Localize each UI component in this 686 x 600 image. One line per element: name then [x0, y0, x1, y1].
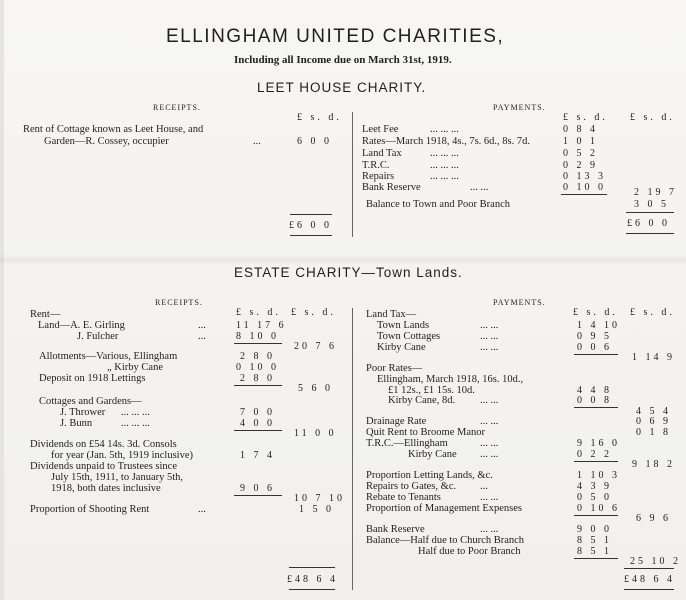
- bank-reserve-amount: 9 0 0: [577, 524, 612, 535]
- balance-poor-amount: 8 5 1: [577, 546, 612, 557]
- leet-receipt-line2: Garden—R. Cossey, occupier: [44, 136, 169, 147]
- cottages-bunn: J. Bunn: [60, 418, 93, 429]
- land-tax-town-lands-dots: ... ...: [480, 320, 499, 331]
- land-tax-heading: Land Tax—: [366, 309, 417, 320]
- cottages-subtotal: 11 0 0: [294, 428, 337, 439]
- rent-girling-dots: ...: [198, 320, 206, 331]
- dividends2-amount: 9 0 6: [240, 483, 275, 494]
- rebate-tenants-dots: ... ...: [480, 492, 499, 503]
- leet-payment-label: Leet Fee: [362, 124, 399, 135]
- allotments-line2-amount: 0 10 0: [236, 362, 279, 373]
- drainage-rate-dots: ... ...: [480, 416, 499, 427]
- trc-subtotal: 9 18 2: [632, 459, 675, 470]
- document-subtitle: Including all Income due on March 31st, 1919.: [234, 54, 452, 66]
- rebate-tenants: Rebate to Tenants: [366, 492, 441, 503]
- leet-payment-amount: 0 2 9: [563, 160, 598, 171]
- land-tax-kirby-cane: Kirby Cane: [377, 342, 426, 353]
- leet-payments-lsd: £ s. d.: [563, 112, 608, 123]
- trc-kirby-dots: ... ...: [480, 449, 499, 460]
- management-expenses: Proportion of Management Expenses: [366, 503, 523, 514]
- land-tax-town-cottages-amount: 0 9 5: [577, 331, 612, 342]
- misc-subtotal: 6 9 6: [636, 513, 671, 524]
- poor-rates-rule: [574, 407, 618, 408]
- leet-receipts-total-rule: [290, 214, 332, 215]
- leet-payment-dots: ... ... ...: [430, 124, 459, 135]
- leet-payment-amount: 0 10 0: [563, 182, 606, 193]
- document-title: ELLINGHAM UNITED CHARITIES,: [166, 26, 505, 47]
- repairs-gates-dots: ...: [480, 481, 488, 492]
- dividends1-line1: Dividends on £54 14s. 3d. Consols: [30, 439, 177, 450]
- rent-fulcher-dots: ...: [198, 331, 206, 342]
- cottages-bunn-amount: 4 0 0: [240, 418, 275, 429]
- balance-rule: [574, 558, 618, 559]
- leet-payment-amount: 0 5 2: [563, 148, 598, 159]
- estate-payments-total-rule: [624, 568, 674, 569]
- leet-payment-dots: ... ... ...: [430, 148, 459, 159]
- leet-receipts-lsd: £ s. d.: [297, 112, 342, 123]
- shooting-rent-dots: ...: [198, 504, 206, 515]
- rent-fulcher: J. Fulcher: [77, 331, 119, 342]
- allotments-subtotal: 5 6 0: [298, 383, 333, 394]
- estate-payments-total: £48 6 4: [624, 574, 675, 585]
- dividends-rule: [234, 495, 282, 496]
- leet-payment-amount: 0 13 3: [563, 171, 606, 182]
- leet-payment-dots: ... ...: [470, 182, 489, 193]
- leet-column-divider: [352, 112, 353, 237]
- leet-balance-amount: 3 0 5: [634, 199, 669, 210]
- leet-payments-total-rule: [626, 212, 674, 213]
- trc-ellingham-dots: ... ...: [480, 438, 499, 449]
- leet-payment-label: Bank Reserve: [362, 182, 421, 193]
- rent-subtotal: 20 7 6: [294, 341, 337, 352]
- rent-heading: Rent—: [30, 309, 61, 320]
- poor-rates-kirby: Kirby Cane, 8d.: [388, 395, 456, 406]
- rent-girling-amount: 11 17 6: [236, 320, 287, 331]
- poor-rates-kirby-dots: ... ...: [480, 395, 499, 406]
- shooting-rent-amount: 1 5 0: [299, 504, 334, 515]
- estate-payments-label: PAYMENTS.: [493, 298, 546, 307]
- page-fold: [0, 255, 686, 265]
- trc-rule: [574, 461, 618, 462]
- land-tax-kirby-cane-dots: ... ...: [480, 342, 499, 353]
- leet-payment-amount: 1 0 1: [563, 136, 598, 147]
- poor-rates-subtotal: 4 5 4: [636, 406, 671, 417]
- leet-receipt-amount: 6 0 0: [297, 136, 332, 147]
- rent-fulcher-amount: 8 10 0: [236, 331, 279, 342]
- cottages-rule: [234, 430, 282, 431]
- cottages-heading: Cottages and Gardens—: [39, 396, 142, 407]
- allotments-line1: Allotments—Various, Ellingham: [39, 351, 178, 362]
- dividends1-amount: 1 7 4: [240, 450, 275, 461]
- land-tax-town-cottages-dots: ... ...: [480, 331, 499, 342]
- dividends-subtotal: 10 7 10: [294, 493, 345, 504]
- poor-rates-line2: £1 12s., £1 15s. 10d.: [388, 385, 475, 396]
- land-tax-kirby-cane-amount: 0 0 6: [577, 342, 612, 353]
- quit-rent: Quit Rent to Broome Manor: [366, 427, 485, 438]
- quit-rent-amount: 0 1 8: [636, 427, 671, 438]
- dividends2-line3: 1918, both dates inclusive: [51, 483, 161, 494]
- leet-section-title: LEET HOUSE CHARITY.: [257, 80, 427, 95]
- estate-receipts-total: £48 6 4: [287, 574, 338, 585]
- estate-column-divider: [352, 308, 353, 590]
- cottages-thrower: J. Thrower: [60, 407, 106, 418]
- cottages-thrower-amount: 7 0 0: [240, 407, 275, 418]
- cottages-bunn-dots: ... ... ...: [121, 418, 150, 429]
- poor-rates-line1: Ellingham, March 1918, 16s. 10d.,: [377, 374, 524, 385]
- leet-payments-lsd-2: £ s. d.: [630, 112, 675, 123]
- drainage-rate: Drainage Rate: [366, 416, 427, 427]
- leet-payments-rule: [561, 194, 607, 195]
- leet-payments-total: £6 0 0: [627, 218, 670, 229]
- repairs-gates-amount: 4 3 9: [577, 481, 612, 492]
- leet-payments-label: PAYMENTS.: [493, 103, 546, 112]
- leet-payment-amount: 0 8 4: [563, 124, 598, 135]
- balance-church-amount: 8 5 1: [577, 535, 612, 546]
- misc-rule: [574, 515, 618, 516]
- bank-reserve: Bank Reserve: [366, 524, 425, 535]
- poor-rates-heading: Poor Rates—: [366, 363, 423, 374]
- letting-lands-amount: 1 10 3: [577, 470, 620, 481]
- trc-ellingham-amount: 9 16 0: [577, 438, 620, 449]
- estate-payments-lsd-2: £ s. d.: [630, 307, 675, 318]
- management-expenses-amount: 0 10 6: [577, 503, 620, 514]
- estate-receipts-label: RECEIPTS.: [155, 298, 203, 307]
- poor-rates-line2-amount: 4 4 8: [577, 385, 612, 396]
- trc-kirby: Kirby Cane: [408, 449, 457, 460]
- balance-poor: Half due to Poor Branch: [418, 546, 521, 557]
- drainage-rate-amount: 0 6 9: [636, 416, 671, 427]
- leet-payments-total-underline: [626, 233, 674, 234]
- leet-payment-label: T.R.C.: [362, 160, 390, 171]
- estate-receipts-total-underline: [289, 589, 335, 590]
- allotments-line3: Deposit on 1918 Lettings: [39, 373, 146, 384]
- estate-payments-total-underline: [624, 589, 674, 590]
- dividends2-line2: July 15th, 1911, to January 5th,: [51, 472, 184, 483]
- rent-rule: [234, 343, 282, 344]
- bank-reserve-dots: ... ...: [480, 524, 499, 535]
- repairs-gates: Repairs to Gates, &c.: [366, 481, 457, 492]
- leet-receipt-line1: Rent of Cottage known as Leet House, and: [23, 124, 204, 135]
- allotments-rule: [234, 385, 282, 386]
- estate-receipts-lsd: £ s. d.: [236, 307, 281, 318]
- allotments-line2: „ Kirby Cane: [107, 362, 163, 373]
- land-tax-town-cottages: Town Cottages: [377, 331, 441, 342]
- letting-lands: Proportion Letting Lands, &c.: [366, 470, 493, 481]
- leet-balance-label: Balance to Town and Poor Branch: [366, 199, 510, 210]
- dividends1-line2: for year (Jan. 5th, 1919 inclusive): [51, 450, 194, 461]
- shooting-rent: Proportion of Shooting Rent: [30, 504, 150, 515]
- leet-receipts-total: £6 0 0: [289, 220, 332, 231]
- leet-receipts-label: RECEIPTS.: [153, 103, 201, 112]
- page-edge: [0, 0, 4, 600]
- leet-payment-dots: ... ... ...: [430, 171, 459, 182]
- cottages-thrower-dots: ... ... ...: [121, 407, 150, 418]
- dividends2-line1: Dividends unpaid to Trustees since: [30, 461, 177, 472]
- trc-ellingham: T.R.C.—Ellingham: [366, 438, 448, 449]
- leet-payment-label: Repairs: [362, 171, 395, 182]
- allotments-line3-amount: 2 8 0: [240, 373, 275, 384]
- land-tax-town-lands: Town Lands: [377, 320, 430, 331]
- estate-receipts-total-rule: [289, 567, 335, 568]
- rebate-tenants-amount: 0 5 0: [577, 492, 612, 503]
- poor-rates-kirby-amount: 0 0 8: [577, 395, 612, 406]
- trc-kirby-amount: 0 2 2: [577, 449, 612, 460]
- estate-section-title: ESTATE CHARITY—Town Lands.: [234, 265, 463, 280]
- allotments-line1-amount: 2 8 0: [240, 351, 275, 362]
- leet-payment-label: Rates—March 1918, 4s., 7s. 6d., 8s. 7d.: [362, 136, 530, 147]
- land-tax-subtotal: 1 14 9: [632, 352, 675, 363]
- balance-subtotal: 25 10 2: [630, 556, 681, 567]
- leet-receipt-dots: ...: [253, 136, 261, 147]
- leet-payments-subtotal: 2 19 7: [634, 187, 677, 198]
- estate-receipts-lsd-2: £ s. d.: [291, 307, 336, 318]
- estate-payments-lsd: £ s. d.: [573, 307, 618, 318]
- leet-receipts-total-underline: [290, 235, 332, 236]
- land-tax-rule: [574, 354, 618, 355]
- rent-girling: Land—A. E. Girling: [38, 320, 125, 331]
- leet-payment-label: Land Tax: [362, 148, 402, 159]
- land-tax-town-lands-amount: 1 4 10: [577, 320, 620, 331]
- balance-church: Balance—Half due to Church Branch: [366, 535, 525, 546]
- leet-payment-dots: ... ... ...: [430, 160, 459, 171]
